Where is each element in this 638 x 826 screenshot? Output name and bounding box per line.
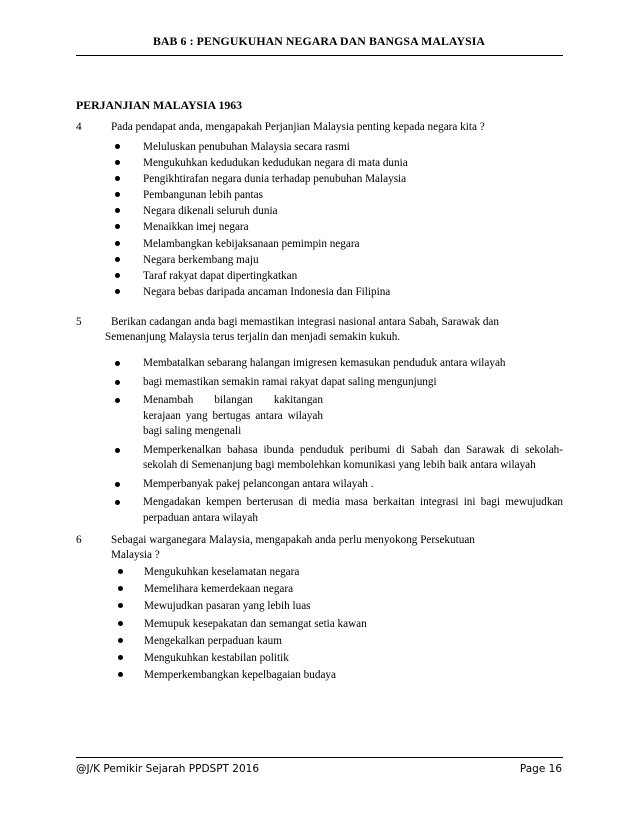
footer-credit: @J/K Pemikir Sejarah PPDSPT 2016 — [76, 763, 260, 775]
list-item: bagi memastikan semakin ramai rakyat dapat saling mengunjungi — [113, 375, 563, 391]
question-line: Semenanjung Malaysia terus terjalin dan menjadi semakin kukuh. — [105, 331, 401, 343]
list-item: Pembangunan lebih pantas — [113, 187, 553, 203]
section-title: PERJANJIAN MALAYSIA 1963 — [76, 98, 243, 112]
list-item: Negara bebas daripada ancaman Indonesia dan Filipina — [113, 284, 553, 300]
list-item: Mengukuhkan keselamatan negara — [116, 564, 536, 581]
question-line: Pada pendapat anda, mengapakah Perjanjian Malaysia penting kepada negara kita ? — [111, 121, 485, 133]
list-item: Pengikhtirafan negara dunia terhadap penubuhan Malaysia — [113, 171, 553, 187]
list-item: Mengukuhkan kedudukan kedudukan negara di mata dunia — [113, 155, 553, 171]
list-item: Menambah bilangan kakitangan kerajaan yang bertugas antara wilayah bagi saling mengenali — [113, 393, 323, 440]
list-item: Taraf rakyat dapat dipertingkatkan — [113, 268, 553, 284]
list-item: Memelihara kemerdekaan negara — [116, 581, 536, 598]
list-item: Mengukuhkan kestabilan politik — [116, 650, 536, 667]
question-line: Malaysia ? — [111, 549, 160, 561]
list-item: Memperkembangkan kepelbagaian budaya — [116, 667, 536, 684]
list-item: Memupuk kesepakatan dan semangat setia kawan — [116, 616, 536, 633]
list-item: Melambangkan kebijaksanaan pemimpin negara — [113, 236, 553, 252]
page-header-title: BAB 6 : PENGUKUHAN NEGARA DAN BANGSA MALAYSIA — [152, 34, 486, 48]
footer-divider — [76, 757, 563, 758]
question-number: 6 — [76, 534, 82, 546]
page-number: Page 16 — [519, 763, 562, 775]
answer-list-6 — [116, 564, 536, 684]
question-number: 4 — [76, 121, 82, 133]
question-text — [105, 315, 586, 345]
list-item: Mengekalkan perpaduan kaum — [116, 633, 536, 650]
answer-list-5 — [113, 356, 563, 526]
question-line: Berikan cadangan anda bagi memastikan integrasi nasional antara Sabah, Sarawak dan — [111, 316, 499, 328]
list-item: Mewujudkan pasaran yang lebih luas — [116, 598, 536, 615]
list-item: Negara dikenali seluruh dunia — [113, 203, 553, 219]
list-item: Menaikkan imej negara — [113, 219, 553, 235]
header-divider — [76, 55, 563, 56]
answer-list-4 — [113, 139, 553, 300]
question-number: 5 — [76, 316, 82, 328]
question-line: Sebagai warganegara Malaysia, mengapakah anda perlu menyokong Persekutuan — [111, 534, 475, 546]
list-item: Negara berkembang maju — [113, 252, 553, 268]
question-text — [111, 533, 571, 563]
list-item: Meluluskan penubuhan Malaysia secara rasmi — [113, 139, 553, 155]
list-item: Mengadakan kempen berterusan di media masa berkaitan integrasi ini bagi mewujudkan perpaduan antara wilayah — [113, 495, 563, 526]
list-item: Memperbanyak pakej pelancongan antara wilayah . — [113, 477, 563, 493]
question-text — [111, 120, 571, 135]
list-item: Membatalkan sebarang halangan imigresen kemasukan penduduk antara wilayah — [113, 356, 563, 372]
list-item: Memperkenalkan bahasa ibunda penduduk peribumi di Sabah dan Sarawak di sekolah-sekolah di Semenanjung bagi membolehkan komunikasi yang lebih baik antara wilayah — [113, 443, 563, 474]
